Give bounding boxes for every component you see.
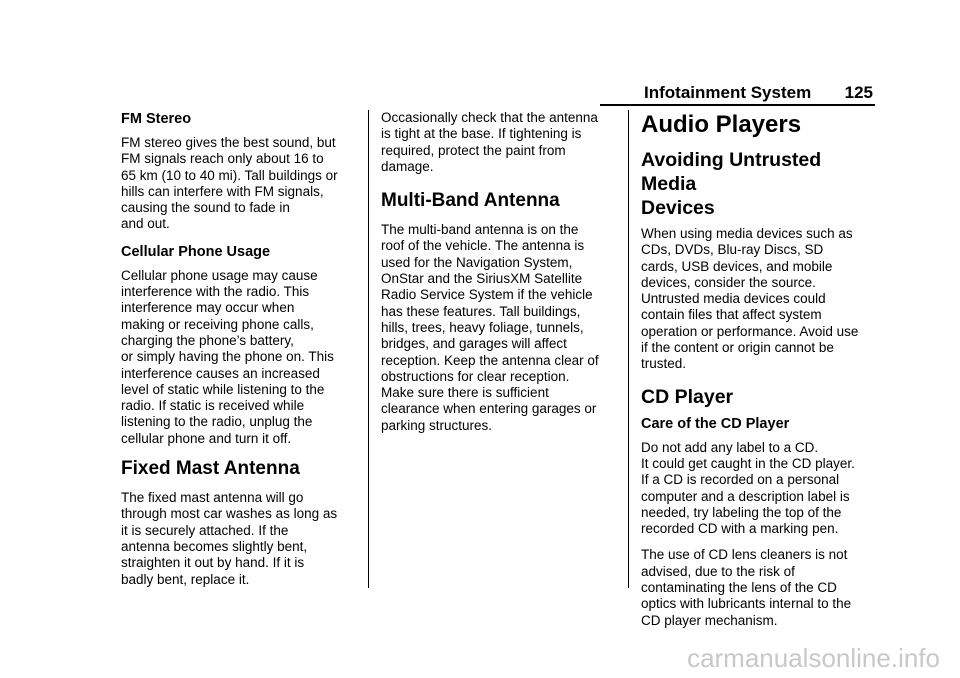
fixed-mast-text: The fixed mast antenna will go through most car washes as long as it is securely attached. If the antenna becomes slightly bent, straighten it out by hand. If it is badly bent, replace it. [121,490,338,587]
untrusted-media-text: When using media devices such as CDs, DVDs, Blu-ray Discs, SD cards, USB devices, and mobile devices, consider the source. Untrusted media devices could contain files that affect system operation or performance. Avoid use if the content or origin cannot be trusted. [641,226,859,372]
fm-stereo-text: FM stereo gives the best sound, but FM signals reach only about 16 to 65 km (10 to 40 mi). Tall buildings or hills can interfere with FM signals, causing the sound to fade in and out. [121,135,338,232]
audio-players-heading: Audio Players [641,111,802,138]
section-title: Infotainment System [644,83,812,102]
care-cd-heading: Care of the CD Player [641,415,790,432]
fm-stereo-heading: FM Stereo [121,111,192,127]
antenna-check-text: Occasionally check that the antenna is tight at the base. If tightening is required, protect the paint from damage. [381,110,598,174]
page-header [600,80,875,106]
column-1 [121,110,361,598]
column-divider [368,110,369,588]
cd-cleaner-text: The use of CD lens cleaners is not advised, due to the risk of contaminating the lens of the CD optics with lubricants internal to the CD player mechanism. [641,547,852,628]
multi-band-heading: Multi-Band Antenna [381,190,560,212]
watermark: carmanualsonline.info [687,643,940,673]
cellular-heading: Cellular Phone Usage [121,243,271,260]
header-rule [600,104,875,106]
untrusted-media-heading: Avoiding Untrusted Media Devices [641,149,822,219]
fixed-mast-heading: Fixed Mast Antenna [121,458,300,480]
column-divider [628,110,629,588]
page-number: 125 [844,83,873,102]
cellular-text: Cellular phone usage may cause interference with the radio. This interference may occur when making or receiving phone calls, charging the phone’s battery, or simply having the phone on. This interference causes an increased level of static while listening to the radio. If static is received while listening to the radio, unplug the cellular phone and turn it off. [121,267,334,446]
column-3 [641,110,881,639]
cd-player-heading: CD Player [641,385,734,408]
column-2 [381,110,621,444]
care-cd-text: Do not add any label to a CD. It could get caught in the CD player. If a CD is recorded on a personal computer and a description label is needed, try labeling the top of the recorded CD with a marking pen. [641,439,855,537]
multi-band-text: The multi-band antenna is on the roof of the vehicle. The antenna is used for the Navigation System, OnStar and the SiriusXM Satellite Radio Service System if the vehicle has these features. Tall buildings, hills, trees, heavy foliage, tunnels, bridges, and garages will affect reception. Keep the antenna clear of obstructions for clear reception. Make sure there is sufficient clearance when entering garages or parking structures. [381,222,599,433]
